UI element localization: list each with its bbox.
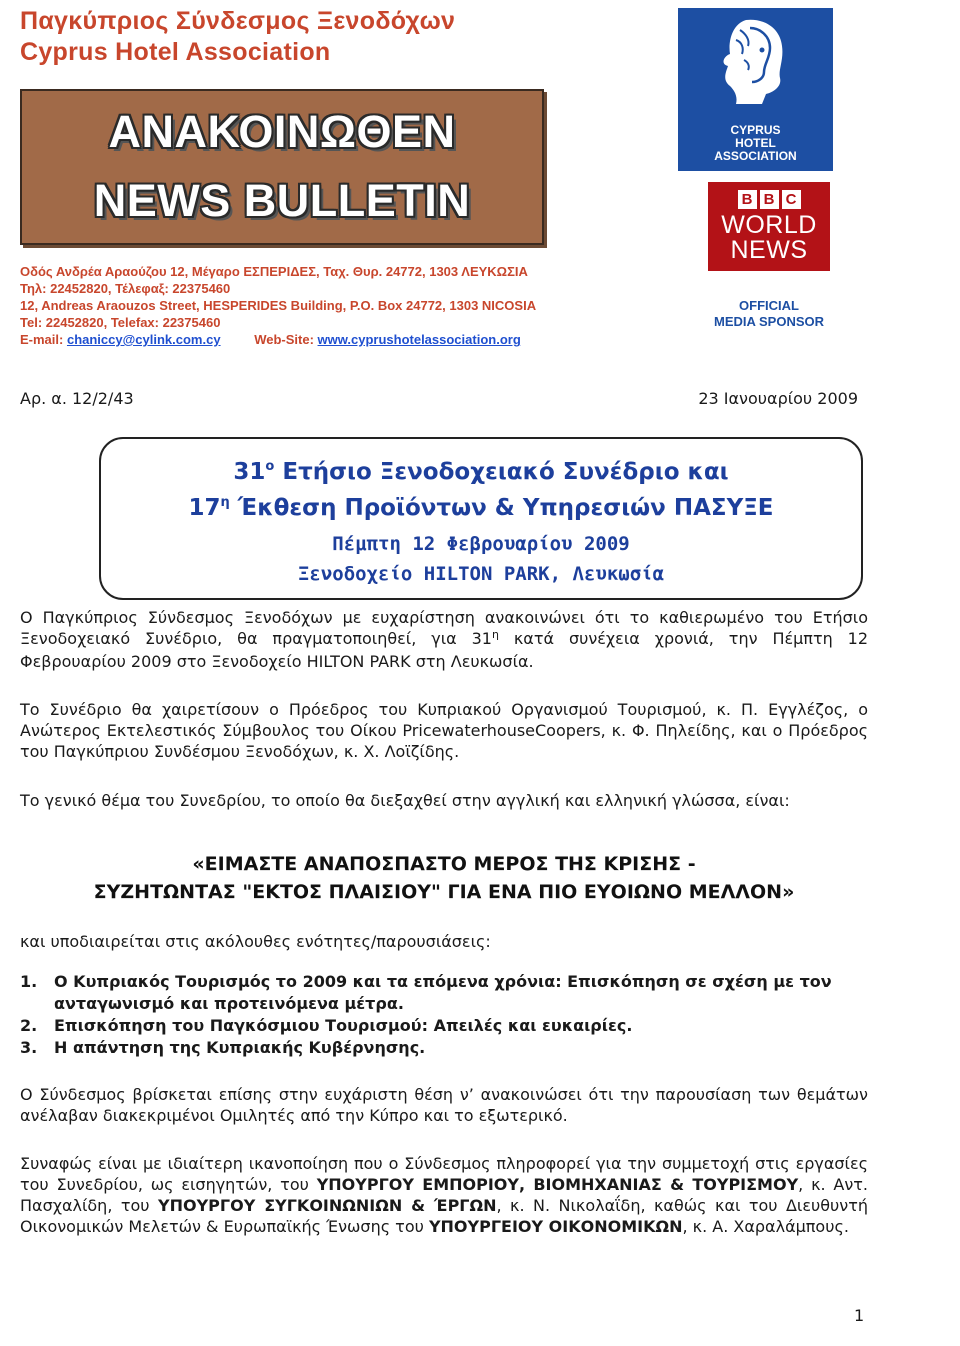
- conference-theme-line2: ΣΥΖΗΤΩΝΤΑΣ "ΕΚΤΟΣ ΠΛΑΙΣΙΟΥ" ΓΙΑ ΕΝΑ ΠΙΟ ΕΥΟΙΩΝΟ ΜΕΛΛΟΝ»: [93, 881, 795, 903]
- list-item: [20, 1015, 868, 1037]
- website-label: Web-Site:: [254, 332, 314, 347]
- news-bulletin-banner: [20, 89, 544, 245]
- bbc-world-news-logo: [708, 182, 830, 271]
- sessions-intro: και υποδιαιρείται στις ακόλουθες ενότητες/παρουσιάσεις:: [20, 932, 491, 951]
- list-item-number: 1.: [20, 972, 38, 991]
- bbc-news-text: NEWS: [730, 236, 808, 264]
- speakers-paragraph: Ο Σύνδεσμος βρίσκεται επίσης στην ευχάριστη θέση ν’ ανακοινώσει ότι την παρουσίαση των θεμάτων ανέλαβαν διακεκριμένοι Ομιλητές από την Κύπρο και το εξωτερικό.: [20, 1085, 868, 1125]
- event-title-line1: $31^o$ Ετήσιο Ξενοδοχειακό Συνέδριο και: [233, 459, 729, 485]
- list-item-number: 2.: [20, 1016, 38, 1035]
- org-name-english: Cyprus Hotel Association: [20, 38, 331, 66]
- bbc-letter: C: [782, 190, 801, 209]
- bbc-letter: B: [760, 190, 779, 209]
- event-title-box: [99, 437, 863, 600]
- ministers-paragraph: Συναφώς είναι με ιδιαίτερη ικανοποίηση που ο Σύνδεσμος πληροφορεί για την συμμετοχή στις εργασίες του Συνεδρίου, ως εισηγητών, του ΥΠΟΥΡΓΟΥ ΕΜΠΟΡΙΟΥ, ΒΙΟΜΗΧΑΝΙΑΣ & ΤΟΥΡΙΣΜΟΥ, κ. Αντ. Πασχαλίδη, του ΥΠΟΥΡΓΟΥ ΣΥΓΚΟΙΝΩΝΙΩΝ & ΈΡΓΩΝ, κ. Ν. Νικολαΐδη, καθώς και του Διευθυντή Οικονομικών Μελετών & Ευρωπαϊκής Ένωσης του ΥΠΟΥΡΓΕΙΟΥ ΟΙΚΟΝΟΜΙΚΩΝ, κ. Α. Χαραλάμπους.: [20, 1154, 869, 1236]
- list-item-text: Η απάντηση της Κυπριακής Κυβέρνησης.: [54, 1038, 426, 1057]
- list-item: [20, 1037, 868, 1059]
- org-title: [20, 6, 455, 68]
- bbc-letter: B: [738, 190, 757, 209]
- event-title-line2: $17^\eta$ Έκθεση Προϊόντων & Υπηρεσιών ΠΑΣΥΞΕ: [188, 495, 774, 521]
- list-item-text: Επισκόπηση του Παγκόσμιου Τουρισμού: Απειλές και ευκαιρίες.: [54, 1016, 633, 1035]
- address-greek: Οδός Ανδρέα Αραούζου 12, Μέγαρο ΕΣΠΕΡΙΔΕΣ, Ταχ. Θυρ. 24772, 1303 ΛΕΥΚΩΣΙΑ: [20, 264, 528, 279]
- list-item-text: Ο Κυπριακός Τουρισμός το 2009 και τα επόμενα χρόνια: Επισκόπηση σε σχέση με τον ανταγωνισμό και προτεινόμενα μέτρα.: [54, 972, 832, 1013]
- page-number: 1: [854, 1306, 865, 1325]
- conference-theme-line1: «ΕΙΜΑΣΤΕ ΑΝΑΠΟΣΠΑΣΤΟ ΜΕΡΟΣ ΤΗΣ ΚΡΙΣΗΣ -: [192, 853, 696, 875]
- list-item: [20, 971, 868, 1015]
- org-name-greek: Παγκύπριος Σύνδεσμος Ξενοδόχων: [20, 7, 456, 35]
- event-date: Πέμπτη 12 Φεβρουαρίου 2009: [332, 533, 630, 555]
- website-link[interactable]: www.cyprushotelassociation.org: [317, 332, 521, 347]
- list-item-number: 3.: [20, 1038, 38, 1057]
- contact-details: [20, 263, 536, 348]
- email-web-line: [20, 331, 536, 348]
- email-label: E-mail:: [20, 332, 64, 347]
- document-date: 23 Ιανουαρίου 2009: [698, 389, 858, 408]
- reference-number: Αρ. α. 12/2/43: [20, 389, 134, 408]
- bbc-letter-blocks: [708, 190, 830, 209]
- event-venue: Ξενοδοχείο HILTON PARK, Λευκωσία: [297, 563, 665, 585]
- cyprus-hotel-association-logo: [678, 8, 833, 171]
- intro-paragraph: Ο Παγκύπριος Σύνδεσμος Ξενοδόχων με ευχαρίστηση ανακοινώνει ότι το καθιερωμένο του Ετήσιο Ξενοδοχειακό Συνέδριο, θα πραγματοποιηθεί, για $31^\eta$ κατά συνέχεια χρονιά, την Πέμπτη 12 Φεβρουαρίου 2009 στο Ξενοδοχείο HILTON PARK στη Λευκωσία.: [20, 608, 868, 671]
- email-link[interactable]: chaniccy@cylink.com.cy: [66, 332, 221, 347]
- phone-english: Tel: 22452820, Telefax: 22375460: [20, 315, 221, 330]
- media-sponsor-label: OFFICIAL MEDIA SPONSOR: [713, 298, 825, 329]
- bulletin-title-english: NEWS BULLETIN: [93, 175, 471, 226]
- theme-intro-paragraph: Το γενικό θέμα του Συνεδρίου, το οποίο θα διεξαχθεί στην αγγλική και ελληνική γλώσσα, είναι:: [20, 791, 790, 810]
- greek-head-profile-icon: [706, 16, 804, 106]
- bbc-world-text: WORLD: [721, 211, 817, 239]
- cha-logo-text: CYPRUS HOTEL ASSOCIATION: [714, 123, 797, 163]
- address-english: 12, Andreas Araouzos Street, HESPERIDES Building, P.O. Box 24772, 1303 NICOSIA: [20, 298, 537, 313]
- greetings-paragraph: Το Συνέδριο θα χαιρετίσουν ο Πρόεδρος του Κυπριακού Οργανισμού Τουρισμού, κ. Π. Εγγλέζος, ο Ανώτερος Εκτελεστικός Σύμβουλος του Οίκου PricewaterhouseCoopers, κ. Φ. Πηλείδης, και ο Πρόεδρος του Παγκύπριου Συνδέσμου Ξενοδόχων, κ. Χ. Λοϊζίδης.: [20, 700, 868, 761]
- bulletin-title-greek: ΑΝΑΚΟΙΝΩΘΕΝ: [108, 106, 456, 157]
- sessions-list: [20, 971, 868, 1059]
- phone-greek: Τηλ: 22452820, Τέλεφαξ: 22375460: [20, 281, 231, 296]
